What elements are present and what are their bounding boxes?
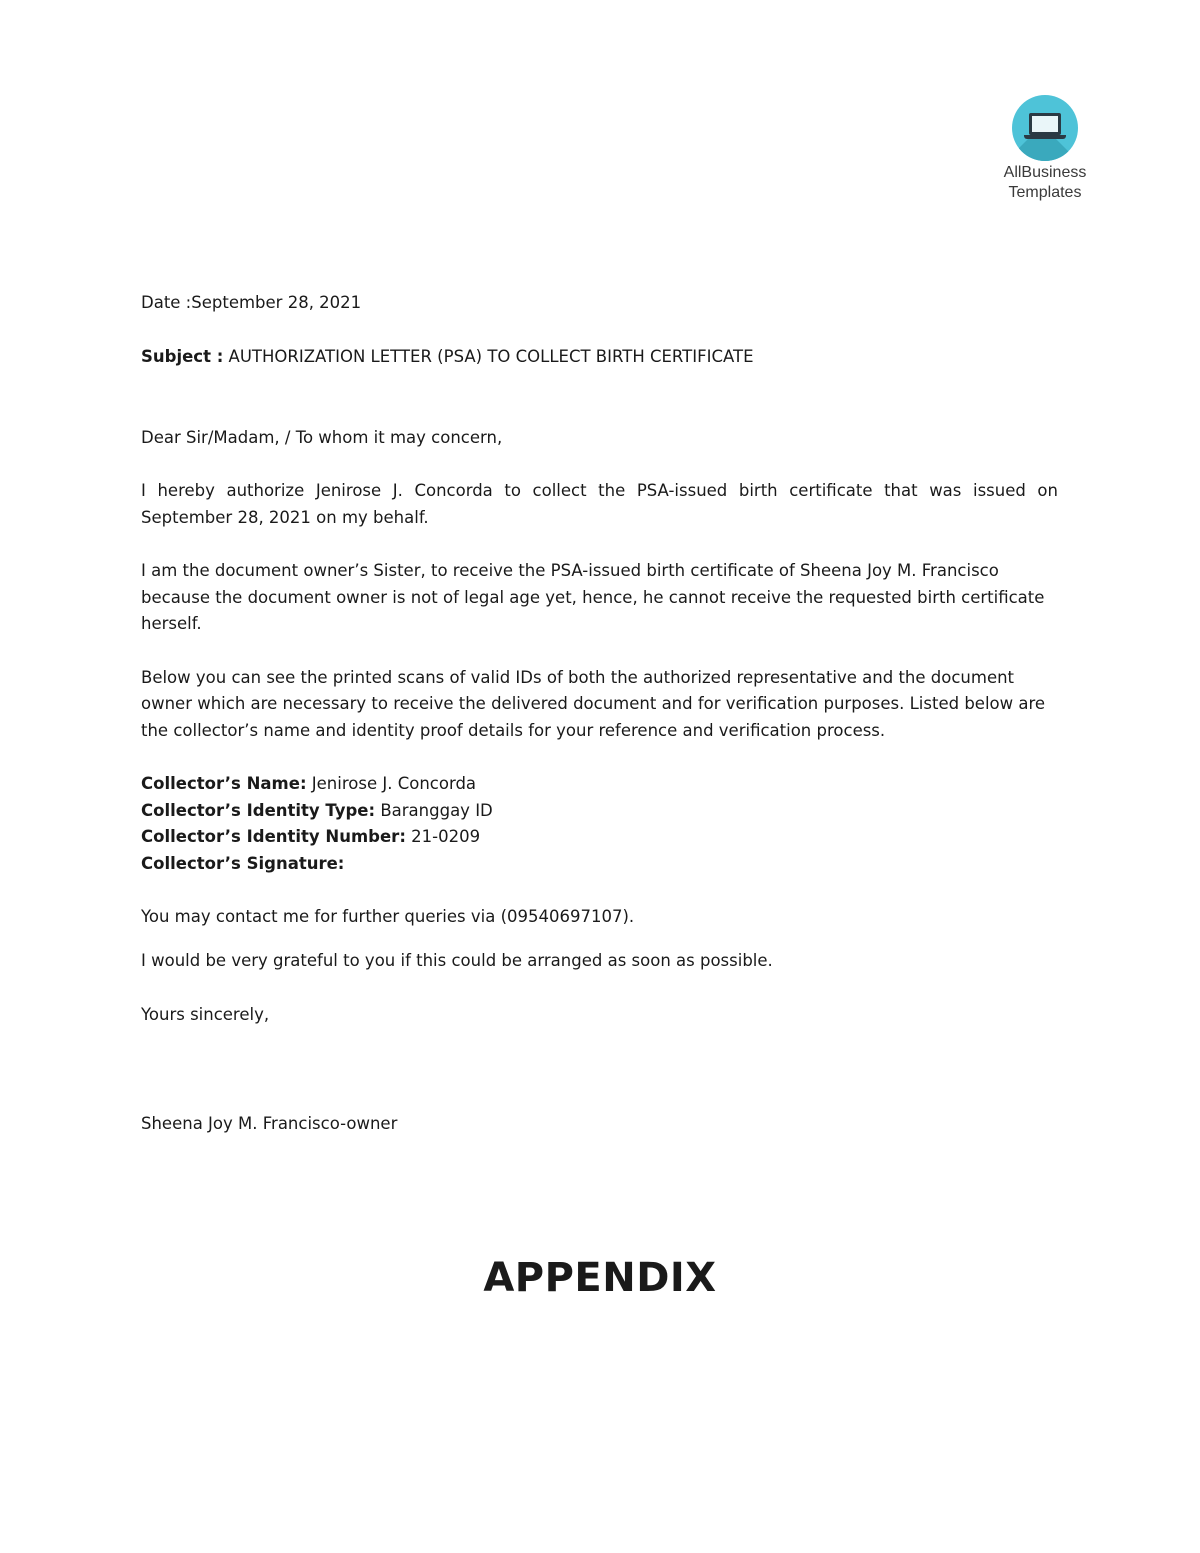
date-line [141,290,1058,317]
paragraph-ids: Below you can see the printed scans of valid IDs of both the authorized representative and the document owner which are necessary to receive the delivered document and for verification purposes. Listed below are the collector’s name and identity proof details for your reference and verification process. [141,667,1046,740]
collector-details [141,771,1058,877]
signatory-line: Sheena Joy M. Francisco-owner [141,1113,398,1133]
logo-text-line2: Templates [1008,184,1082,201]
subject-label: Subject : [141,347,224,366]
laptop-icon [1029,113,1061,135]
logo-text-line1: AllBusiness [1003,164,1087,181]
collector-id-number-line [141,824,1058,851]
collector-id-type-line [141,798,1058,825]
collector-id-number-label: Collector’s Identity Number: [141,827,406,846]
paragraph-relationship: I am the document owner’s Sister, to receive the PSA-issued birth certificate of Sheena Joy M. Francisco because the document owner is not of legal age yet, hence, he cannot receive the requested birth certificate herself. [141,561,1045,633]
logo-text [990,163,1100,203]
contact-line: You may contact me for further queries via (09540697107). [141,907,635,926]
collector-id-number-value: 21-0209 [405,827,481,846]
subject-line [141,344,1058,371]
logo-circle [1012,95,1078,161]
collector-name-value: Jenirose J. Concorda [306,774,477,793]
closing-line: Yours sincerely, [141,1005,270,1024]
letter-body [141,290,1058,1137]
collector-signature-line [141,851,1058,878]
grateful-line: I would be very grateful to you if this could be arranged as soon as possible. [141,950,773,970]
date-label: Date : [141,293,192,312]
collector-name-line [141,771,1058,798]
collector-id-type-label: Collector’s Identity Type: [141,800,376,820]
appendix-title: APPENDIX [483,1255,717,1301]
brand-logo [990,95,1100,203]
collector-signature-label: Collector’s Signature: [141,853,345,873]
salutation: Dear Sir/Madam, / To whom it may concern, [141,427,503,447]
subject-value: AUTHORIZATION LETTER (PSA) TO COLLECT BIRTH CERTIFICATE [223,347,754,366]
collector-name-label: Collector’s Name: [141,774,307,793]
paragraph-authorization: I hereby authorize Jenirose J. Concorda to collect the PSA-issued birth certificate that was issued on September 28, 2021 on my behalf. [141,481,1058,527]
date-value: September 28, 2021 [191,293,362,312]
collector-id-type-value: Baranggay ID [375,800,493,820]
